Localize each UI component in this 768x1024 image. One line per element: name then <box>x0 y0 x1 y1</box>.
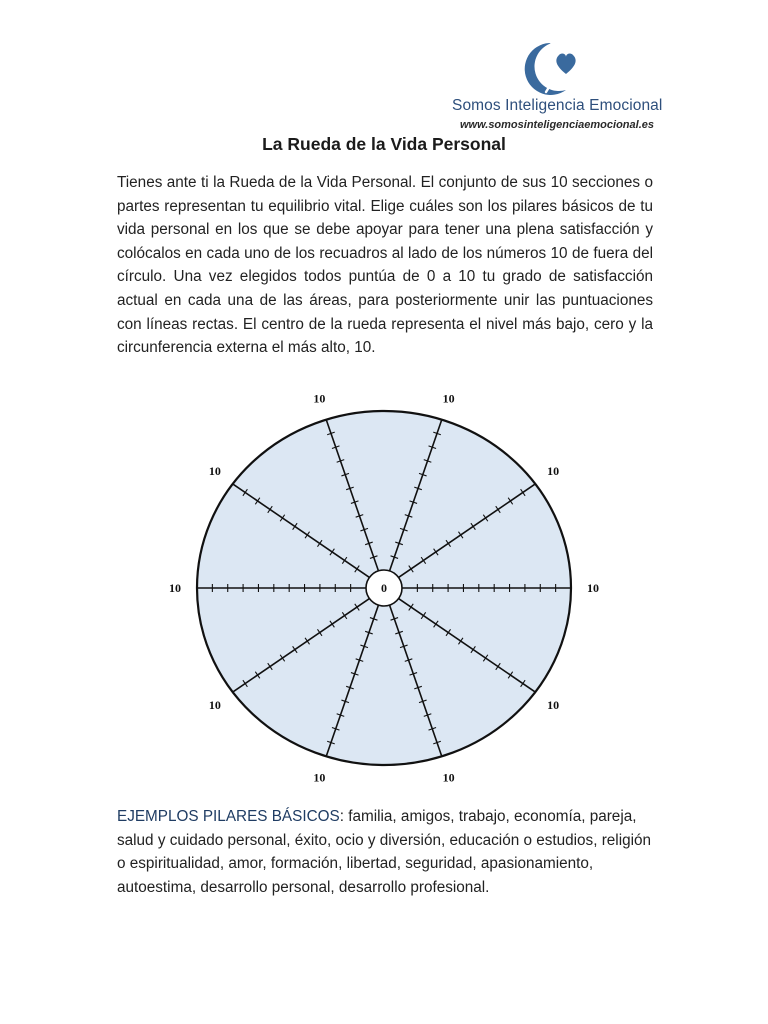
logo-name: Somos Inteligencia Emocional <box>452 97 663 114</box>
page-title: La Rueda de la Vida Personal <box>262 134 506 154</box>
intro-paragraph: Tienes ante ti la Rueda de la Vida Personal. El conjunto de sus 10 secciones o partes representan tu equilibrio vital. Elige cuáles son los pilares básicos de tu vida personal en los que se debe apoyar para tener una plena satisfacción y colócalos en cada uno de los recuadros al lado de los números 10 de fuera del círculo. Una vez elegidos todos puntúa de 0 a 10 tu grado de satisfacción actual en cada una de las áreas, para posteriormente unir las puntuaciones con líneas rectas. El centro de la rueda representa el nivel más bajo, cero y la circunferencia externa el más alto, 10. <box>117 174 653 357</box>
moon-face-heart-icon <box>522 40 582 96</box>
logo-url: www.somosinteligenciaemocional.es <box>460 119 654 131</box>
wheel-outer-label: 10 <box>587 581 599 595</box>
wheel-outer-label: 10 <box>313 391 326 406</box>
wheel-outer-label: 10 <box>313 770 326 785</box>
life-wheel <box>140 388 620 788</box>
wheel-outer-label: 10 <box>208 464 221 479</box>
examples-paragraph <box>117 805 657 899</box>
wheel-center-label: 0 <box>381 581 387 595</box>
wheel-outer-label: 10 <box>169 581 181 595</box>
logo <box>452 40 662 135</box>
examples-text: familia, amigos, trabajo, economía, pareja, salud y cuidado personal, éxito, ocio y diversión, educación o estudios, religión o espiritualidad, amor, formación, libertad, seguridad, apasionamiento, autoestima, desarrollo personal, desarrollo profesional. <box>117 808 652 896</box>
wheel-outer-label: 10 <box>208 697 221 712</box>
wheel-outer-label: 10 <box>547 697 560 712</box>
examples-separator: : <box>339 808 344 825</box>
wheel-outer-label: 10 <box>547 464 560 479</box>
wheel-outer-label: 10 <box>442 770 455 785</box>
examples-label: EJEMPLOS PILARES BÁSICOS <box>117 808 340 825</box>
wheel-outer-label: 10 <box>442 391 455 406</box>
